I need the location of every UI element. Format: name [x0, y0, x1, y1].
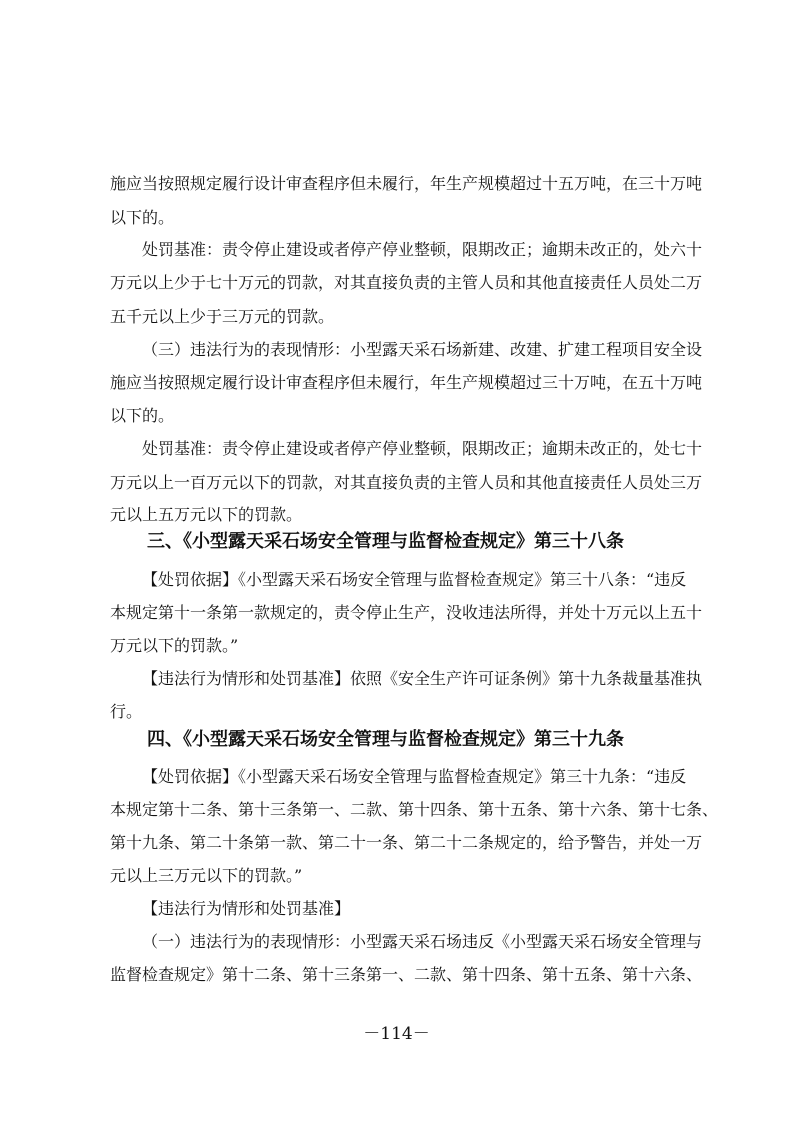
section-heading-4: 四、《小型露天采石场安全管理与监督检查规定》第三十九条: [147, 729, 624, 750]
line-2: 以下的。: [110, 208, 175, 227]
page-number: －114－: [363, 1024, 430, 1044]
line-15: 万元以下的罚款。”: [110, 636, 239, 655]
line-25: 监督检查规定》第十二条、第十三条第一、二款、第十四条、第十五条、第十六条、: [110, 965, 703, 984]
line-11: 元以上五万元以下的罚款。: [110, 505, 303, 524]
line-17: 行。: [110, 702, 143, 721]
line-1: 施应当按照规定履行设计审查程序但未履行，年生产规模超过十五万吨，在三十万吨: [110, 174, 703, 193]
line-5: 五千元以上少于三万元的罚款。: [110, 307, 335, 326]
line-14: 本规定第十一条第一款规定的，责令停止生产，没收违法所得，并处十万元以上五十: [110, 603, 703, 622]
section-heading-3: 三、《小型露天采石场安全管理与监督检查规定》第三十八条: [147, 531, 624, 552]
line-7: 施应当按照规定履行设计审查程序但未履行，年生产规模超过三十万吨，在五十万吨: [110, 373, 703, 392]
line-3: 处罚基准：责令停止建设或者停产停业整顿，限期改正；逾期未改正的，处六十: [142, 240, 703, 259]
line-19: 【处罚依据】《小型露天采石场安全管理与监督检查规定》第三十九条：“违反: [142, 767, 687, 786]
line-24: （一）违法行为的表现情形：小型露天采石场违反《小型露天采石场安全管理与: [142, 932, 703, 951]
line-21: 第十九条、第二十条第一款、第二十一条、第二十二条规定的，给予警告，并处一万: [110, 833, 703, 852]
line-9: 处罚基准：责令停止建设或者停产停业整顿，限期改正；逾期未改正的，处七十: [142, 439, 703, 458]
line-8: 以下的。: [110, 406, 175, 425]
line-22: 元以上三万元以下的罚款。”: [110, 866, 303, 885]
line-10: 万元以上一百万元以下的罚款，对其直接负责的主管人员和其他直接责任人员处三万: [110, 473, 703, 492]
line-23: 【违法行为情形和处罚基准】: [142, 899, 351, 918]
line-4: 万元以上少于七十万元的罚款，对其直接负责的主管人员和其他直接责任人员处二万: [110, 273, 703, 292]
line-13: 【处罚依据】《小型露天采石场安全管理与监督检查规定》第三十八条：“违反: [142, 570, 687, 589]
line-16: 【违法行为情形和处罚基准】依照《安全生产许可证条例》第十九条裁量基准执: [142, 669, 703, 688]
line-20: 本规定第十二条、第十三条第一、二款、第十四条、第十五条、第十六条、第十七条、: [110, 800, 719, 819]
line-6: （三）违法行为的表现情形：小型露天采石场新建、改建、扩建工程项目安全设: [142, 340, 703, 359]
